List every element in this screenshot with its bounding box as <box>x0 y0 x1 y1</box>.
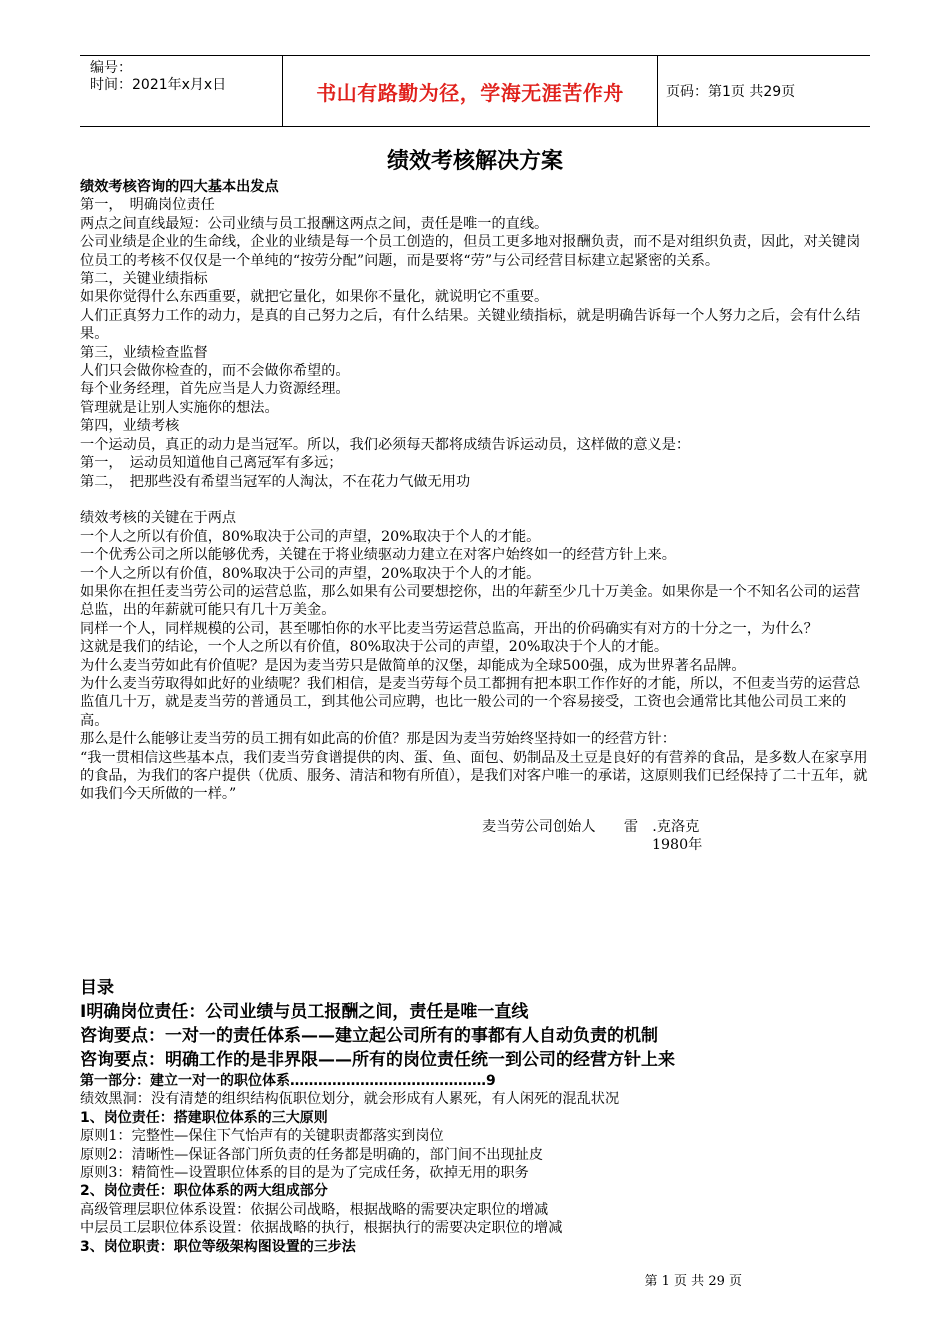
table-of-contents <box>80 976 870 1256</box>
paragraph: 第二，关键业绩指标 <box>80 271 208 288</box>
signature-year: 1980年 <box>652 837 703 854</box>
toc-line: 原则1：完整性—保住下气怡声有的关键职责都落实到岗位 <box>80 1128 444 1145</box>
paragraph: 一个人之所以有价值，80%取决于公司的声望，20%取决于个人的才能。 <box>80 565 541 582</box>
paragraph: 公司业绩是企业的生命线，企业的业绩是每一个员工创造的，但员工更多地对报酬负责，而不是对组织负责，因此，对关键岗位员工的考核不仅仅是一个单纯的“按劳分配”问题，而是要将“劳”与公司经营目标建立起紧密的关系。 <box>80 234 861 269</box>
paragraph: 绩效考核的关键在于两点 <box>80 510 237 527</box>
number-label: 编号： <box>90 60 132 76</box>
toc-lines <box>80 1090 870 1256</box>
paragraph: 第四，业绩考核 <box>80 418 180 435</box>
paragraph: “我一贯相信这些基本点，我们麦当劳食谱提供的肉、蛋、鱼、面包、奶制品及土豆是良好的有营养的食品，是多数人在家享用的食品，为我们的客户提供（优质、服务、清洁和物有所值），是我们对客户唯一的承诺，这原则我们已经保持了二十五年，就如我们今天所做的一样。” <box>80 749 868 803</box>
document-title: 绩效考核解决方案 <box>386 149 563 174</box>
paragraph: 这就是我们的结论，一个人之所以有价值，80%取决于公司的声望，20%取决于个人的才能。 <box>80 639 669 656</box>
blank-line <box>80 491 870 509</box>
paragraph: 每个业务经理，首先应当是人力资源经理。 <box>80 381 350 398</box>
page-footer: 第 1 页 共 29 页 <box>644 1274 742 1289</box>
paragraph: 为什么麦当劳如此有价值呢？是因为麦当劳只是做简单的汉堡，却能成为全球500强，成为世界著名品牌。 <box>80 657 746 674</box>
toc-line: 高级管理层职位体系设置：依据公司战略，根据战略的需要决定职位的增减 <box>80 1201 549 1218</box>
paragraph: 同样一个人，同样规模的公司，甚至哪怕你的水平比麦当劳运营总监高，开出的价码确实有对方的十分之一，为什么？ <box>80 620 818 637</box>
paragraph: 管理就是让别人实施你的想法。 <box>80 399 279 416</box>
paragraph: 如果你觉得什么东西重要，就把它量化，如果你不量化，就说明它不重要。 <box>80 289 549 306</box>
toc-section-heading: 1、岗位责任：搭建职位体系的三大原则 <box>80 1109 328 1126</box>
paragraph: 人们正真努力工作的动力，是真的自己努力之后，有什么结果。关键业绩指标，就是明确告诉每一个人努力之后，会有什么结果。 <box>80 307 861 343</box>
paragraph: 第三，业绩检查监督 <box>80 344 208 361</box>
paragraph: 一个优秀公司之所以能够优秀，关键在于将业绩驱动力建立在对客户始终如一的经营方针上来。 <box>80 547 676 564</box>
toc-line: 原则2：清晰性—保证各部门所负责的任务都是明确的，部门间不出现扯皮 <box>80 1146 544 1163</box>
paragraph: 两点之间直线最短：公司业绩与员工报酬这两点之间，责任是唯一的直线。 <box>80 215 549 232</box>
paragraph: 为什么麦当劳取得如此好的业绩呢？我们相信，是麦当劳每个员工都拥有把本职工作作好的才能，所以，不但麦当劳的运营总监值几十万，就是麦当劳的普通员工，到其他公司应聘，也比一般公司的一个容易接受，工资也会通常比其他公司员工来的高。 <box>80 675 861 729</box>
header-meta <box>80 56 282 126</box>
paragraph: 那么是什么能够让麦当劳的员工拥有如此高的价值？那是因为麦当劳始终坚持如一的经营方针： <box>80 731 676 748</box>
page-header <box>80 55 870 127</box>
time-label: 时间：2021年x月x日 <box>90 77 227 93</box>
toc-line: 中层员工层职位体系设置：依据战略的执行，根据执行的需要决定职位的增减 <box>80 1220 563 1237</box>
header-motto: 书山有路勤为径，学海无涯苦作舟 <box>282 56 658 126</box>
paragraph: 如果你在担任麦当劳公司的运营总监，那么如果有公司要想挖你，出的年薪至少几十万美金。如果你是一个不知名公司的运营总监，出的年薪就可能只有几十万美金。 <box>80 583 861 619</box>
header-page-label: 页码：第1页 共29页 <box>666 84 796 100</box>
toc-item: 咨询要点：一对一的责任体系——建立起公司所有的事都有人自动负责的机制 <box>80 1026 658 1046</box>
toc-heading: 目录 <box>80 978 114 998</box>
paragraph: 第二， 把那些没有希望当冠军的人淘汰，不在花力气做无用功 <box>80 473 471 490</box>
paragraph: 一个运动员，真正的动力是当冠军。所以，我们必须每天都将成绩告诉运动员，这样做的意义是： <box>80 436 691 453</box>
paragraph: 第一， 明确岗位责任 <box>80 197 215 214</box>
document-body <box>80 178 870 855</box>
toc-item: 咨询要点：明确工作的是非界限——所有的岗位责任统一到公司的经营方针上来 <box>80 1050 675 1070</box>
toc-line: 绩效黑洞：没有清楚的组织结构佤职位划分，就会形成有人累死，有人闲死的混乱状况 <box>80 1091 620 1108</box>
toc-section-heading: 3、岗位职责：职位等级架构图设置的三步法 <box>80 1238 356 1255</box>
toc-part: 第一部分：建立一对一的职位体系……………………………………9 <box>80 1073 496 1089</box>
paragraph: 第一， 运动员知道他自己离冠军有多远； <box>80 455 343 472</box>
paragraph: 人们只会做你检查的，而不会做你希望的。 <box>80 363 350 380</box>
signature-line: 麦当劳公司创始人 雷 .克洛克 <box>482 818 700 835</box>
paragraph: 一个人之所以有价值，80%取决于公司的声望，20%取决于个人的才能。 <box>80 528 541 545</box>
toc-item: I明确岗位责任：公司业绩与员工报酬之间，责任是唯一直线 <box>80 1002 529 1022</box>
toc-section-heading: 2、岗位责任：职位体系的两大组成部分 <box>80 1183 328 1200</box>
toc-line: 原则3：精简性—设置职位体系的目的是为了完成任务，砍掉无用的职务 <box>80 1165 529 1182</box>
section-heading: 绩效考核咨询的四大基本出发点 <box>80 179 279 195</box>
